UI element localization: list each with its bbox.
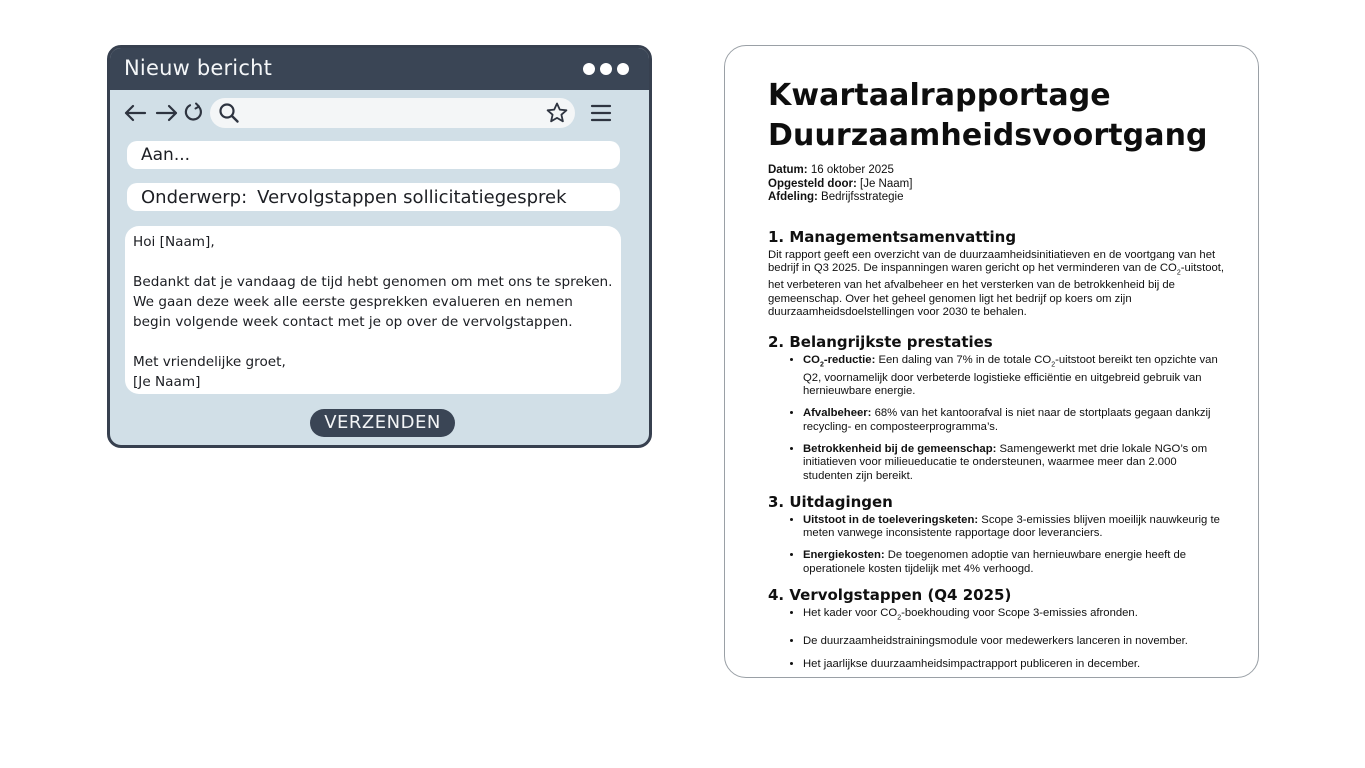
compose-window [107, 45, 652, 448]
subject-value: Vervolgstappen sollicitatiegesprek [257, 186, 567, 208]
list-item: • Betrokkenheid bij de gemeenschap: Samengewerkt met drie lokale NGO’s om initiatieven voor milieueducatie te ondersteunen, waarmee meer dan 2.000 studenten zijn bereikt. [803, 443, 1228, 483]
summary-paragraph: Dit rapport geeft een overzicht van de duurzaamheidsinitiatieven en de voortgang van het bedrijf in Q3 2025. De inspanningen waren gericht op het verminderen van de $CO_2$-uitstoot, het verbeteren van het afvalbeheer en het versterken van de betrokkenheid bij de gemeenschap. Over het geheel genomen ligt het bedrijf op koers om zijn duurzaamheidsdoelstellingen voor 2030 te behalen. [768, 248, 1225, 318]
list-item: • De duurzaamheidstrainingsmodule voor medewerkers lanceren in november. [803, 635, 1228, 648]
subject-label: Onderwerp: [141, 186, 248, 208]
meta-author: Opgesteld door: [Je Naam] [768, 177, 913, 190]
report-document [724, 45, 1259, 678]
section-heading-next-steps: 4. Vervolgstappen (Q4 2025) [768, 586, 1012, 605]
address-bar[interactable] [210, 98, 575, 128]
report-title-line1: Kwartaalrapportage [768, 78, 1111, 113]
body-signature: [Je Naam] [133, 374, 201, 390]
section-heading-achievements: 2. Belangrijkste prestaties [768, 333, 993, 352]
challenges-list [768, 514, 1228, 576]
body-closing: Met vriendelijke groet, [133, 354, 286, 370]
message-body[interactable] [125, 226, 621, 394]
meta-department: Afdeling: Bedrijfsstrategie [768, 191, 904, 203]
body-paragraph: Bedankt dat je vandaag de tijd hebt genomen om met ons te spreken. We gaan deze week alle eerste gesprekken evalueren en nemen begin volgende week contact met je op over de vervolgstappen. [133, 274, 613, 330]
list-item: • Afvalbeheer: 68% van het kantoorafval is niet naar de stortplaats gegaan dankzij recycling- en composteerprogramma’s. [803, 407, 1228, 434]
next-steps-list [768, 607, 1228, 671]
report-title-line2: Duurzaamheidsvoortgang [768, 118, 1208, 153]
list-item: • $CO_2$-reductie: Een daling van 7% in de totale $CO_2$-uitstoot bereikt ten opzichte van Q2, voornamelijk door verbeterde logistieke efficiëntie en uitgebreid gebruik van hernieuwbare energie. [803, 354, 1228, 398]
report-meta [768, 164, 1228, 205]
list-item: • Het jaarlijkse duurzaamheidsimpactrapport publiceren in december. [803, 658, 1228, 671]
back-arrow-icon[interactable] [122, 102, 148, 129]
report-title [768, 76, 1228, 156]
dot [600, 63, 612, 75]
section-heading-challenges: 3. Uitdagingen [768, 492, 893, 511]
menu-icon[interactable] [590, 103, 612, 128]
report-content [768, 76, 1228, 671]
dot [583, 63, 595, 75]
compose-titlebar [110, 48, 649, 90]
list-item: • Energiekosten: De toegenomen adoptie van hernieuwbare energie heeft de operationele kosten tijdelijk met 4% verhoogd. [803, 549, 1228, 576]
forward-arrow-icon[interactable] [154, 102, 180, 129]
section-heading-summary: 1. Managementsamenvatting [768, 227, 1017, 246]
list-item: • Het kader voor $CO_2$-boekhouding voor Scope 3-emissies afronden. [803, 607, 1228, 625]
send-button[interactable]: VERZENDEN [310, 409, 455, 437]
compose-title: Nieuw bericht [124, 56, 273, 80]
to-placeholder: Aan... [141, 145, 191, 165]
star-icon[interactable] [545, 101, 569, 130]
reload-icon[interactable] [183, 101, 205, 128]
address-input[interactable] [250, 102, 539, 126]
more-dots-icon[interactable] [583, 63, 629, 75]
meta-date: Datum: 16 oktober 2025 [768, 164, 894, 176]
body-greeting: Hoi [Naam], [133, 234, 215, 250]
to-field[interactable] [127, 141, 620, 169]
dot [617, 63, 629, 75]
achievements-list [768, 354, 1228, 483]
search-icon [218, 102, 240, 129]
list-item: • Uitstoot in de toeleveringsketen: Scope 3-emissies blijven moeilijk nauwkeurig te meten vanwege inconsistente rapportage door leveranciers. [803, 514, 1228, 541]
subject-field[interactable] [127, 183, 620, 211]
